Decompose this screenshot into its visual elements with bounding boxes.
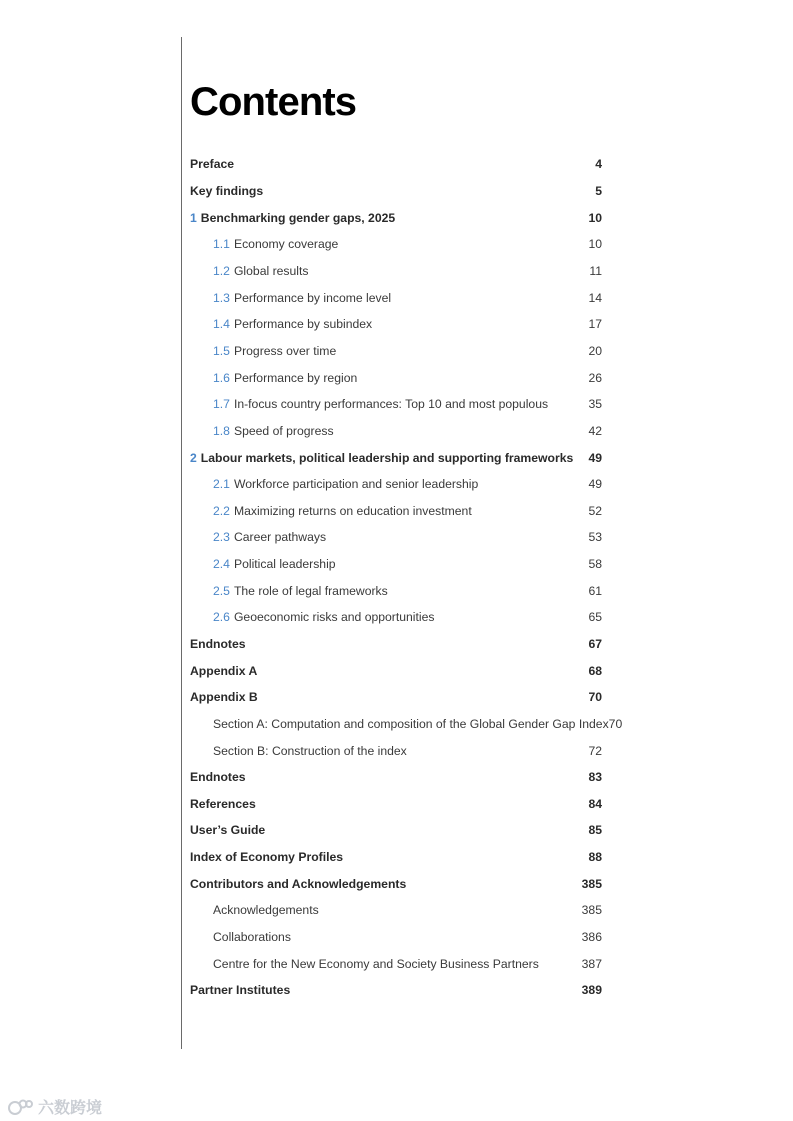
toc-entry[interactable] — [190, 768, 602, 786]
toc-entry-number: 1.1 — [213, 237, 230, 251]
toc-entry[interactable] — [190, 875, 602, 893]
toc-entry-title: Maximizing returns on education investment — [233, 504, 472, 518]
toc-entry-label — [213, 903, 319, 917]
toc-entry-title: Index of Economy Profiles — [190, 850, 344, 864]
toc-entry-label — [190, 850, 343, 864]
toc-entry-label — [190, 637, 246, 651]
toc-entry-page: 385 — [581, 903, 602, 917]
toc-entry-title: Endnotes — [190, 770, 246, 784]
toc-entry-title: Endnotes — [190, 637, 246, 651]
toc-entry-page: 14 — [588, 291, 602, 305]
toc-entry-title: Labour markets, political leadership and supporting frameworks — [200, 451, 574, 465]
toc-entry-page: 72 — [588, 744, 602, 758]
toc-entry-number: 1.5 — [213, 344, 230, 358]
toc-entry-title: Performance by subindex — [233, 317, 373, 331]
toc-entry-title: Economy coverage — [233, 237, 339, 251]
toc-entry-label — [213, 930, 291, 944]
toc-subentry[interactable] — [213, 582, 602, 600]
toc-entry-page: 26 — [588, 371, 602, 385]
toc-entry-page: 10 — [588, 211, 602, 225]
toc-entry-title: Progress over time — [233, 344, 337, 358]
toc-subentry[interactable] — [213, 475, 602, 493]
page-title: Contents — [190, 80, 357, 124]
toc-entry-label — [190, 157, 234, 171]
toc-entry[interactable] — [190, 449, 602, 467]
toc-entry[interactable] — [190, 981, 602, 999]
toc-subentry[interactable] — [213, 235, 602, 253]
toc-entry-number: 2.4 — [213, 557, 230, 571]
toc-subentry[interactable] — [213, 422, 602, 440]
toc-entry-label — [190, 451, 573, 465]
toc-subentry[interactable] — [213, 502, 602, 520]
toc-entry-number: 2.6 — [213, 610, 230, 624]
toc-entry-page: 17 — [588, 317, 602, 331]
toc-entry-label — [213, 237, 338, 251]
toc-entry-title: Preface — [190, 157, 235, 171]
toc-entry-page: 49 — [588, 477, 602, 491]
toc-entry-title: Partner Institutes — [190, 983, 291, 997]
toc-entry-page: 4 — [595, 157, 602, 171]
toc-entry-page: 387 — [581, 957, 602, 971]
toc-entry-page: 88 — [588, 850, 602, 864]
toc-entry[interactable] — [190, 635, 602, 653]
toc-entry-number: 2 — [190, 451, 197, 465]
toc-entry-page: 42 — [588, 424, 602, 438]
toc-entry-label — [213, 957, 539, 971]
toc-entry-title: Collaborations — [213, 930, 291, 944]
toc-entry-page: 5 — [595, 184, 602, 198]
toc-entry-page: 83 — [588, 770, 602, 784]
toc-entry-label — [213, 530, 326, 544]
toc-entry-title: Section A: Computation and composition of the Global Gender Gap Index — [213, 717, 609, 731]
toc-entry-label — [190, 211, 395, 225]
toc-entry-page: 10 — [588, 237, 602, 251]
toc-entry[interactable] — [190, 155, 602, 173]
toc-entry-label — [213, 610, 434, 624]
toc-entry-label — [213, 717, 609, 731]
toc-entry-label — [213, 584, 388, 598]
toc-entry-label — [190, 770, 246, 784]
toc-entry-page: 20 — [588, 344, 602, 358]
toc-entry-page: 385 — [581, 877, 602, 891]
toc-entry-page: 35 — [588, 397, 602, 411]
toc-entry-label — [213, 397, 548, 411]
toc-subentry[interactable] — [213, 342, 602, 360]
toc-entry-title: Performance by income level — [233, 291, 392, 305]
toc-entry-label — [190, 664, 257, 678]
toc-entry-label — [213, 317, 372, 331]
toc-entry-label — [190, 797, 256, 811]
toc-entry-title: Centre for the New Economy and Society Business Partners — [213, 957, 539, 971]
toc-entry-page: 70 — [608, 717, 623, 731]
toc-subentry[interactable] — [213, 289, 602, 307]
toc-entry-number: 2.5 — [213, 584, 230, 598]
toc-entry-title: Benchmarking gender gaps, 2025 — [200, 211, 396, 225]
toc-subentry[interactable] — [213, 262, 602, 280]
toc-entry-number: 2.1 — [213, 477, 230, 491]
toc-entry-label — [213, 264, 308, 278]
toc-entry-label — [213, 291, 391, 305]
toc-subentry[interactable] — [213, 955, 602, 973]
toc-entry-page: 389 — [581, 983, 602, 997]
toc-entry-number: 1.2 — [213, 264, 230, 278]
toc-entry-title: Contributors and Acknowledgements — [190, 877, 407, 891]
toc-entry-number: 2.3 — [213, 530, 230, 544]
toc-entry-number: 1.3 — [213, 291, 230, 305]
toc-entry-page: 53 — [588, 530, 602, 544]
toc-entry-label — [213, 744, 407, 758]
toc-subentry[interactable] — [213, 608, 602, 626]
toc-entry-label — [213, 371, 357, 385]
toc-entry-label — [190, 877, 406, 891]
toc-entry-title: Appendix B — [190, 690, 258, 704]
toc-entry-number: 1.7 — [213, 397, 230, 411]
toc-entry-label — [213, 557, 336, 571]
toc-entry-page: 85 — [588, 823, 602, 837]
toc-subentry[interactable] — [213, 395, 602, 413]
toc-entry-title: Geoeconomic risks and opportunities — [233, 610, 435, 624]
toc-entry-label — [190, 983, 290, 997]
toc-entry-page: 386 — [581, 930, 602, 944]
toc-entry[interactable] — [190, 688, 602, 706]
toc-entry-number: 1.4 — [213, 317, 230, 331]
toc-entry-title: Speed of progress — [233, 424, 334, 438]
toc-entry-label — [213, 477, 478, 491]
toc-entry-page: 61 — [588, 584, 602, 598]
toc-entry[interactable] — [190, 821, 602, 839]
toc-entry[interactable] — [190, 848, 602, 866]
toc-entry-title: Workforce participation and senior leadership — [233, 477, 479, 491]
toc-entry-page: 65 — [588, 610, 602, 624]
toc-entry-title: Political leadership — [233, 557, 336, 571]
toc-subentry[interactable] — [213, 555, 602, 573]
toc-entry-label — [213, 344, 336, 358]
toc-entry-title: Performance by region — [233, 371, 358, 385]
watermark — [8, 1095, 102, 1118]
toc-subentry[interactable] — [213, 928, 602, 946]
toc-entry-title: Global results — [233, 264, 309, 278]
toc-entry-title: References — [190, 797, 256, 811]
toc-entry-label — [190, 823, 265, 837]
toc-entry-label — [213, 504, 472, 518]
toc-entry-page: 68 — [588, 664, 602, 678]
toc-subentry[interactable] — [213, 742, 602, 760]
toc-entry-title: Career pathways — [233, 530, 327, 544]
toc-entry-title: Acknowledgements — [213, 903, 319, 917]
toc-entry-label — [190, 184, 263, 198]
toc-entry-label — [213, 424, 334, 438]
toc-entry-number: 1 — [190, 211, 197, 225]
watermark-logo-icon — [8, 1098, 34, 1116]
toc-entry-label — [190, 690, 258, 704]
toc-entry-title: Key findings — [190, 184, 264, 198]
toc-entry-page: 67 — [588, 637, 602, 651]
toc-entry-page: 84 — [588, 797, 602, 811]
toc-entry-number: 1.8 — [213, 424, 230, 438]
toc-entry-title: User’s Guide — [190, 823, 266, 837]
toc-entry[interactable] — [190, 795, 602, 813]
toc-entry-page: 11 — [589, 264, 602, 278]
toc-entry[interactable] — [190, 662, 602, 680]
toc-entry-page: 70 — [588, 690, 602, 704]
toc-entry[interactable] — [190, 182, 602, 200]
toc-subentry[interactable] — [213, 528, 602, 546]
toc-subentry[interactable] — [213, 315, 602, 333]
toc-entry-page: 49 — [588, 451, 602, 465]
margin-rule — [181, 37, 182, 1049]
toc-subentry[interactable] — [213, 369, 602, 387]
toc-entry-number: 1.6 — [213, 371, 230, 385]
toc-entry-title: The role of legal frameworks — [233, 584, 388, 598]
watermark-text: 六数跨境 — [38, 1100, 103, 1117]
toc-entry-page: 58 — [588, 557, 602, 571]
toc-entry-page: 52 — [588, 504, 602, 518]
toc-subentry[interactable] — [213, 901, 602, 919]
toc-entry-title: Appendix A — [190, 664, 258, 678]
toc-entry-number: 2.2 — [213, 504, 230, 518]
toc-entry-title: Section B: Construction of the index — [213, 744, 407, 758]
toc-subentry[interactable] — [213, 715, 623, 733]
toc-entry[interactable] — [190, 209, 602, 227]
toc-entry-title: In-focus country performances: Top 10 and most populous — [233, 397, 549, 411]
